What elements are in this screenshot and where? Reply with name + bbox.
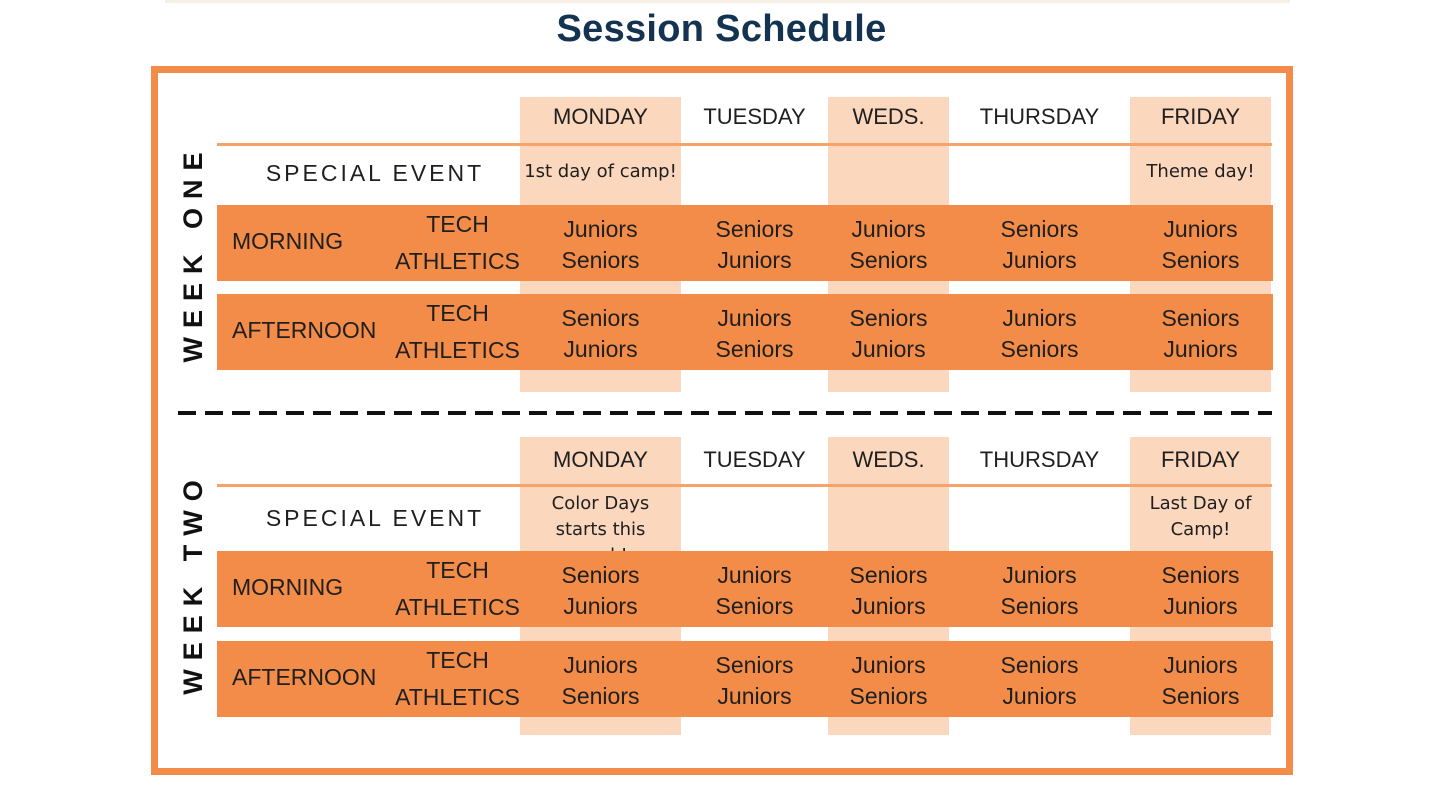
special-event-note: 1st day of camp! <box>524 161 677 182</box>
afternoon-tech-cell: Juniors <box>1002 305 1077 331</box>
morning-tech-cell: Juniors <box>851 216 926 242</box>
athletics-label: ATHLETICS <box>395 594 520 620</box>
afternoon-athletics-cell: Seniors <box>561 683 640 709</box>
week-label: WEEK TWO <box>178 471 208 695</box>
morning-tech-cell: Seniors <box>849 562 928 588</box>
morning-tech-cell: Juniors <box>563 216 638 242</box>
special-event-note: Last Day of Camp! <box>1149 493 1252 540</box>
morning-label: MORNING <box>232 574 344 600</box>
afternoon-athletics-cell: Juniors <box>851 336 926 362</box>
day-header-friday: FRIDAY <box>1160 447 1241 472</box>
afternoon-athletics-cell: Seniors <box>1161 683 1240 709</box>
afternoon-athletics-cell: Juniors <box>1163 336 1238 362</box>
athletics-label: ATHLETICS <box>395 684 520 710</box>
morning-tech-cell: Juniors <box>1002 562 1077 588</box>
day-header-weds: WEDS. <box>852 104 925 129</box>
afternoon-athletics-cell: Juniors <box>563 336 638 362</box>
day-header-monday: MONDAY <box>553 447 648 472</box>
day-header-monday: MONDAY <box>553 104 648 129</box>
afternoon-athletics-cell: Seniors <box>715 336 794 362</box>
special-event-label: SPECIAL EVENT <box>265 505 485 531</box>
afternoon-athletics-cell: Juniors <box>1002 683 1077 709</box>
afternoon-label: AFTERNOON <box>232 664 377 690</box>
top-divider <box>165 0 1290 3</box>
tech-label: TECH <box>426 211 489 237</box>
afternoon-tech-cell: Seniors <box>1161 305 1240 331</box>
morning-athletics-cell: Seniors <box>715 593 794 619</box>
week-label: WEEK ONE <box>178 143 208 363</box>
afternoon-athletics-cell: Seniors <box>849 683 928 709</box>
morning-athletics-cell: Juniors <box>1163 593 1238 619</box>
morning-tech-cell: Seniors <box>1000 216 1079 242</box>
special-event-note: Theme day! <box>1146 161 1255 182</box>
special-event-note: Color Days starts this <box>551 493 650 540</box>
athletics-label: ATHLETICS <box>395 248 520 274</box>
morning-athletics-cell: Juniors <box>1002 247 1077 273</box>
header-underline <box>217 143 1272 146</box>
afternoon-tech-cell: Juniors <box>563 652 638 678</box>
morning-tech-cell: Seniors <box>1161 562 1240 588</box>
page-title: Session Schedule <box>556 8 887 50</box>
afternoon-tech-cell: Juniors <box>1163 652 1238 678</box>
afternoon-athletics-cell: Juniors <box>717 683 792 709</box>
afternoon-athletics-cell: Seniors <box>1000 336 1079 362</box>
day-header-thursday: THURSDAY <box>979 447 1100 472</box>
afternoon-tech-cell: Juniors <box>851 652 926 678</box>
morning-athletics-cell: Seniors <box>1000 593 1079 619</box>
morning-athletics-cell: Juniors <box>717 247 792 273</box>
morning-athletics-cell: Juniors <box>851 593 926 619</box>
afternoon-tech-cell: Juniors <box>717 305 792 331</box>
morning-athletics-cell: Seniors <box>561 247 640 273</box>
afternoon-tech-cell: Seniors <box>715 652 794 678</box>
morning-tech-cell: Seniors <box>715 216 794 242</box>
athletics-label: ATHLETICS <box>395 337 520 363</box>
morning-athletics-cell: Seniors <box>849 247 928 273</box>
morning-athletics-cell: Juniors <box>563 593 638 619</box>
morning-tech-cell: Juniors <box>1163 216 1238 242</box>
morning-tech-cell: Seniors <box>561 562 640 588</box>
morning-tech-cell: Juniors <box>717 562 792 588</box>
week-divider <box>178 411 1272 415</box>
tech-label: TECH <box>426 300 489 326</box>
morning-athletics-cell: Seniors <box>1161 247 1240 273</box>
tech-label: TECH <box>426 557 489 583</box>
day-header-tuesday: TUESDAY <box>703 447 806 472</box>
day-header-weds: WEDS. <box>852 447 925 472</box>
afternoon-label: AFTERNOON <box>232 317 377 343</box>
day-header-thursday: THURSDAY <box>979 104 1100 129</box>
tech-label: TECH <box>426 647 489 673</box>
day-header-friday: FRIDAY <box>1160 104 1241 129</box>
afternoon-tech-cell: Seniors <box>1000 652 1079 678</box>
header-underline <box>217 484 1272 487</box>
day-header-tuesday: TUESDAY <box>703 104 806 129</box>
special-event-label: SPECIAL EVENT <box>265 160 485 186</box>
afternoon-tech-cell: Seniors <box>849 305 928 331</box>
afternoon-tech-cell: Seniors <box>561 305 640 331</box>
morning-label: MORNING <box>232 228 344 254</box>
